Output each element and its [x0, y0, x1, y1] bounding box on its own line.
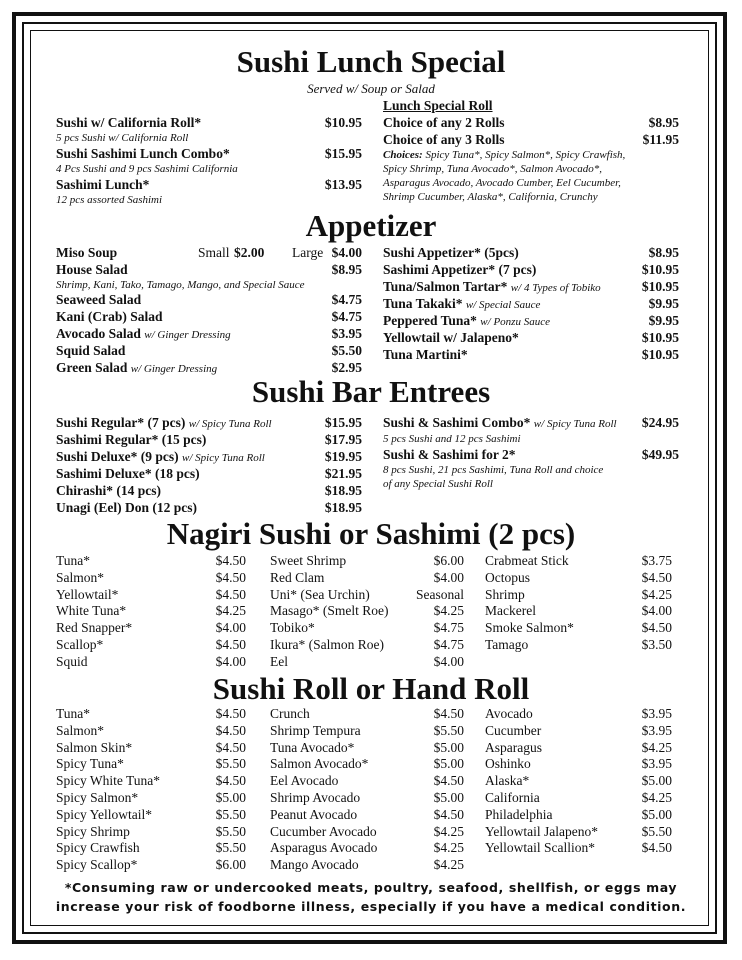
item-price: $18.95 — [324, 500, 362, 515]
entree-item — [56, 432, 206, 448]
roll-item-price: $5.00 — [433, 739, 464, 755]
lunch-item-price: $13.95 — [324, 177, 362, 192]
nagiri-item-name: Squid — [56, 653, 88, 669]
nagiri-item-price: $4.25 — [433, 603, 464, 619]
nagiri-item-name: Sweet Shrimp — [270, 553, 347, 568]
item-name: Green Salad — [56, 360, 128, 375]
lunch-item-name: Sushi w/ California Roll* — [56, 115, 202, 130]
nagiri-item-name: Tamago — [485, 637, 529, 652]
house-salad-price: $8.95 — [331, 262, 362, 277]
roll-item-price: $3.95 — [641, 706, 672, 721]
roll-item-name: Avocado — [485, 706, 533, 721]
roll-item-price: $5.00 — [433, 790, 464, 805]
item-price: $9.95 — [648, 313, 679, 328]
nagiri-item-price: $4.50 — [215, 586, 246, 602]
roll-item-price: $5.50 — [215, 823, 246, 839]
nagiri-item-name: White Tuna* — [56, 603, 127, 619]
roll-item-price: $4.25 — [433, 840, 464, 856]
lunch-item-price: $10.95 — [324, 115, 362, 130]
lunch-roll-price: $11.95 — [642, 132, 679, 147]
appetizer-item — [383, 296, 540, 313]
miso-small-price: $2.00 — [234, 245, 265, 260]
nagiri-item-price: $4.00 — [433, 653, 464, 669]
roll-item-price: $5.50 — [215, 806, 246, 822]
roll-item-price: $4.25 — [641, 790, 672, 805]
item-name: Avocado Salad — [56, 326, 141, 341]
roll-item-name: Spicy Crawfish — [56, 840, 140, 856]
nagiri-item-price: $4.25 — [641, 586, 672, 602]
nagiri-item-name: Red Clam — [270, 569, 325, 585]
roll-item-name: Spicy Salmon* — [56, 790, 139, 805]
roll-item-name: Cucumber Avocado — [270, 823, 377, 839]
lunch-roll-item: Choice of any 3 Rolls — [383, 132, 505, 147]
item-name: Sushi Regular* (7 pcs) — [56, 415, 186, 430]
item-name: Yellowtail w/ Jalapeno* — [383, 330, 519, 345]
nagiri-item-name: Masago* (Smelt Roe) — [270, 603, 389, 619]
item-name: Sushi & Sashimi Combo* — [383, 415, 531, 430]
appetizer-item — [56, 343, 125, 359]
roll-item-price: $5.50 — [433, 722, 464, 738]
lunch-roll-item: Choice of any 2 Rolls — [383, 115, 505, 130]
nagiri-item-name: Yellowtail* — [56, 586, 119, 602]
appetizer-item — [56, 292, 141, 308]
nagiri-item-price: $4.50 — [641, 620, 672, 636]
roll-item-name: Alaska* — [485, 773, 530, 789]
appetizer-item — [383, 347, 468, 363]
choices-line: Spicy Shrimp, Tuna Avocado*, Salmon Avocado*, — [383, 163, 602, 175]
roll-item-price: $4.50 — [433, 706, 464, 721]
nagiri-item-price: $4.00 — [215, 620, 246, 636]
item-name: Sushi Appetizer* (5pcs) — [383, 245, 519, 260]
roll-item-price: $4.50 — [215, 722, 246, 738]
entree-item — [56, 449, 265, 466]
nagiri-item-name: Shrimp — [485, 586, 525, 602]
nagiri-item-price: $3.50 — [641, 637, 672, 652]
miso-large-label: Large — [292, 245, 324, 260]
item-price: $3.95 — [331, 326, 362, 341]
item-name: Unagi (Eel) Don (12 pcs) — [56, 500, 197, 515]
item-name: Sushi Deluxe* (9 pcs) — [56, 449, 179, 464]
item-price: $10.95 — [641, 262, 679, 277]
nagiri-item-name: Red Snapper* — [56, 620, 133, 636]
lunch-item-name: Sashimi Lunch* — [56, 177, 150, 192]
miso-small-label: Small — [198, 245, 230, 260]
item-price: $10.95 — [641, 330, 679, 345]
lunch-roll-choices — [383, 148, 625, 162]
roll-item-name: Philadelphia — [485, 806, 553, 822]
for2-desc: 8 pcs Sushi, 21 pcs Sashimi, Tuna Roll and choice — [383, 464, 604, 476]
roll-item-name: Mango Avocado — [270, 857, 359, 873]
roll-item-price: $5.50 — [215, 840, 246, 856]
item-price: $5.50 — [331, 343, 362, 358]
nagiri-item-name: Mackerel — [485, 603, 536, 619]
lunch-item-desc: 5 pcs Sushi w/ California Roll — [56, 132, 189, 144]
roll-item-name: Salmon Avocado* — [270, 756, 369, 772]
item-price: $19.95 — [324, 449, 362, 464]
item-name: Tuna Martini* — [383, 347, 468, 362]
footer-warning-line2: increase your risk of foodborne illness, especially if you have a medical condition. — [55, 899, 687, 914]
appetizer-item — [383, 279, 601, 296]
choices-label: Choices: — [383, 149, 423, 161]
nagiri-item-price: $6.00 — [433, 553, 464, 568]
nagiri-item-name: Tuna* — [56, 553, 91, 568]
roll-item-price: $4.25 — [433, 823, 464, 839]
item-note: w/ Spicy Tuna Roll — [188, 418, 272, 430]
item-name: Sashimi Appetizer* (7 pcs) — [383, 262, 537, 277]
item-note: w/ Spicy Tuna Roll — [533, 418, 617, 430]
roll-item-price: $4.50 — [641, 840, 672, 856]
roll-item-price: $4.25 — [641, 739, 672, 755]
roll-item-name: Yellowtail Scallion* — [485, 840, 596, 856]
roll-item-name: Tuna Avocado* — [270, 739, 355, 755]
item-note: w/ Ponzu Sauce — [480, 316, 550, 328]
nagiri-item-name: Scallop* — [56, 637, 104, 652]
lunch-roll-heading: Lunch Special Roll — [383, 98, 493, 113]
item-price: $10.95 — [641, 279, 679, 294]
nagiri-item-price: $4.50 — [215, 569, 246, 585]
nagiri-item-price: Seasonal — [416, 586, 464, 602]
roll-item-name: Spicy White Tuna* — [56, 773, 161, 789]
entree-item — [56, 466, 200, 482]
roll-item-name: Cucumber — [485, 722, 542, 738]
roll-item-price: $5.00 — [433, 756, 464, 772]
item-note: w/ Special Sauce — [465, 299, 541, 311]
item-name: Seaweed Salad — [56, 292, 142, 307]
miso-large-price: $4.00 — [331, 245, 362, 260]
roll-item-price: $4.50 — [215, 773, 246, 789]
nagiri-item-name: Smoke Salmon* — [485, 620, 574, 636]
item-note: w/ Spicy Tuna Roll — [182, 452, 265, 464]
roll-item-name: Tuna* — [56, 706, 91, 721]
appetizer-item — [56, 326, 231, 343]
item-note: w/ Ginger Dressing — [130, 363, 218, 375]
item-price: $4.75 — [331, 309, 362, 324]
item-price: $10.95 — [641, 347, 679, 362]
miso-soup-name: Miso Soup — [56, 245, 118, 260]
section-title-rolls: Sushi Roll or Hand Roll — [212, 671, 530, 706]
item-name: Squid Salad — [56, 343, 126, 358]
nagiri-item-price: $4.25 — [215, 603, 246, 619]
appetizer-item — [383, 262, 536, 278]
nagiri-item-price: $4.00 — [215, 653, 246, 669]
roll-item-price: $6.00 — [215, 857, 246, 873]
nagiri-item-name: Ikura* (Salmon Roe) — [270, 637, 384, 652]
nagiri-item-name: Octopus — [485, 569, 530, 585]
house-salad-desc: Shrimp, Kani, Tako, Tamago, Mango, and Special Sauce — [56, 279, 305, 291]
lunch-item-desc: 12 pcs assorted Sashimi — [56, 194, 163, 206]
roll-item-name: Eel Avocado — [270, 773, 339, 789]
section-title-entrees: Sushi Bar Entrees — [251, 374, 491, 409]
roll-item-price: $5.00 — [641, 773, 672, 789]
appetizer-item — [383, 245, 519, 261]
item-price: $8.95 — [648, 245, 679, 260]
roll-item-price: $4.50 — [433, 773, 464, 789]
choices-line: Spicy Tuna*, Spicy Salmon*, Spicy Crawfish, — [425, 149, 626, 161]
roll-item-name: Salmon Skin* — [56, 739, 133, 755]
item-price: $4.75 — [331, 292, 362, 307]
footer-warning-line1: *Consuming raw or undercooked meats, poultry, seafood, shellfish, or eggs may — [64, 880, 678, 895]
item-name: Tuna/Salmon Tartar* — [383, 279, 508, 294]
page-subtitle: Served w/ Soup or Salad — [307, 81, 435, 96]
appetizer-item — [383, 330, 519, 346]
combo-item — [383, 415, 617, 432]
nagiri-item-price: $4.75 — [433, 637, 464, 652]
section-title-nagiri: Nagiri Sushi or Sashimi (2 pcs) — [166, 516, 576, 551]
item-price: $2.95 — [331, 360, 362, 375]
entree-item — [56, 500, 197, 516]
lunch-roll-price: $8.95 — [648, 115, 679, 130]
entree-item — [56, 483, 161, 499]
roll-item-price: $4.50 — [215, 706, 246, 721]
item-price: $21.95 — [324, 466, 362, 481]
roll-item-price: $4.50 — [433, 806, 464, 822]
item-price: $15.95 — [324, 415, 362, 430]
item-price: $24.95 — [641, 415, 679, 430]
item-note: w/ 4 Types of Tobiko — [510, 282, 601, 294]
house-salad-name: House Salad — [56, 262, 128, 277]
roll-item-name: Spicy Scallop* — [56, 857, 138, 873]
roll-item-name: Oshinko — [485, 756, 531, 772]
appetizer-item — [56, 309, 163, 325]
roll-item-name: Yellowtail Jalapeno* — [485, 823, 598, 839]
section-title-appetizer: Appetizer — [305, 208, 437, 243]
nagiri-item-price: $4.00 — [433, 569, 464, 585]
item-name: Kani (Crab) Salad — [56, 309, 163, 324]
roll-item-price: $4.50 — [215, 739, 246, 755]
nagiri-item-price: $4.50 — [641, 569, 672, 585]
roll-item-name: Spicy Yellowtail* — [56, 806, 153, 822]
item-price: $49.95 — [641, 447, 679, 462]
nagiri-item-name: Salmon* — [56, 569, 105, 585]
roll-item-name: Peanut Avocado — [270, 806, 358, 822]
item-price: $17.95 — [324, 432, 362, 447]
roll-item-price: $4.25 — [433, 857, 464, 873]
entree-item — [56, 415, 272, 432]
nagiri-item-name: Crabmeat Stick — [485, 553, 569, 568]
roll-item-name: Crunch — [270, 706, 310, 721]
roll-item-name: California — [485, 790, 540, 805]
lunch-item-name: Sushi Sashimi Lunch Combo* — [56, 146, 230, 161]
item-price: $18.95 — [324, 483, 362, 498]
combo-desc: 5 pcs Sushi and 12 pcs Sashimi — [383, 433, 521, 445]
lunch-item-desc: 4 Pcs Sushi and 9 pcs Sashimi California — [56, 163, 238, 175]
roll-item-price: $3.95 — [641, 722, 672, 738]
nagiri-item-name: Uni* (Sea Urchin) — [270, 586, 370, 602]
roll-item-price: $5.50 — [215, 756, 246, 772]
nagiri-item-name: Tobiko* — [270, 620, 315, 636]
page-title: Sushi Lunch Special — [236, 44, 506, 79]
nagiri-item-price: $4.75 — [433, 620, 464, 636]
nagiri-item-price: $4.50 — [215, 637, 246, 652]
nagiri-item-price: $4.50 — [215, 553, 246, 568]
item-price: $9.95 — [648, 296, 679, 311]
item-name: Chirashi* (14 pcs) — [56, 483, 162, 498]
roll-item-name: Shrimp Avocado — [270, 790, 361, 805]
nagiri-item-name: Eel — [270, 653, 288, 669]
item-name: Sashimi Deluxe* (18 pcs) — [56, 466, 200, 481]
nagiri-item-price: $3.75 — [641, 553, 672, 568]
roll-item-name: Spicy Shrimp — [56, 823, 130, 839]
roll-item-price: $5.00 — [215, 790, 246, 805]
item-name: Sashimi Regular* (15 pcs) — [56, 432, 207, 447]
nagiri-item-price: $4.00 — [641, 603, 672, 619]
roll-item-price: $5.50 — [641, 823, 672, 839]
roll-item-name: Asparagus — [485, 739, 542, 755]
roll-item-name: Asparagus Avocado — [270, 840, 378, 856]
choices-line: Shrimp Cucumber, Alaska*, California, Crunchy — [383, 191, 598, 203]
item-note: w/ Ginger Dressing — [144, 329, 231, 341]
item-name: Tuna Takaki* — [383, 296, 463, 311]
roll-item-name: Salmon* — [56, 722, 105, 738]
lunch-item-price: $15.95 — [324, 146, 362, 161]
for2-desc: of any Special Sushi Roll — [383, 478, 493, 490]
item-name: Peppered Tuna* — [383, 313, 477, 328]
roll-item-name: Shrimp Tempura — [270, 722, 361, 738]
roll-item-name: Spicy Tuna* — [56, 756, 124, 772]
roll-item-price: $3.95 — [641, 756, 672, 772]
choices-line: Asparagus Avocado, Avocado Cumber, Eel Cucumber, — [383, 177, 621, 189]
appetizer-item — [383, 313, 550, 330]
for2-item: Sushi & Sashimi for 2* — [383, 447, 516, 462]
roll-item-price: $5.00 — [641, 806, 672, 822]
